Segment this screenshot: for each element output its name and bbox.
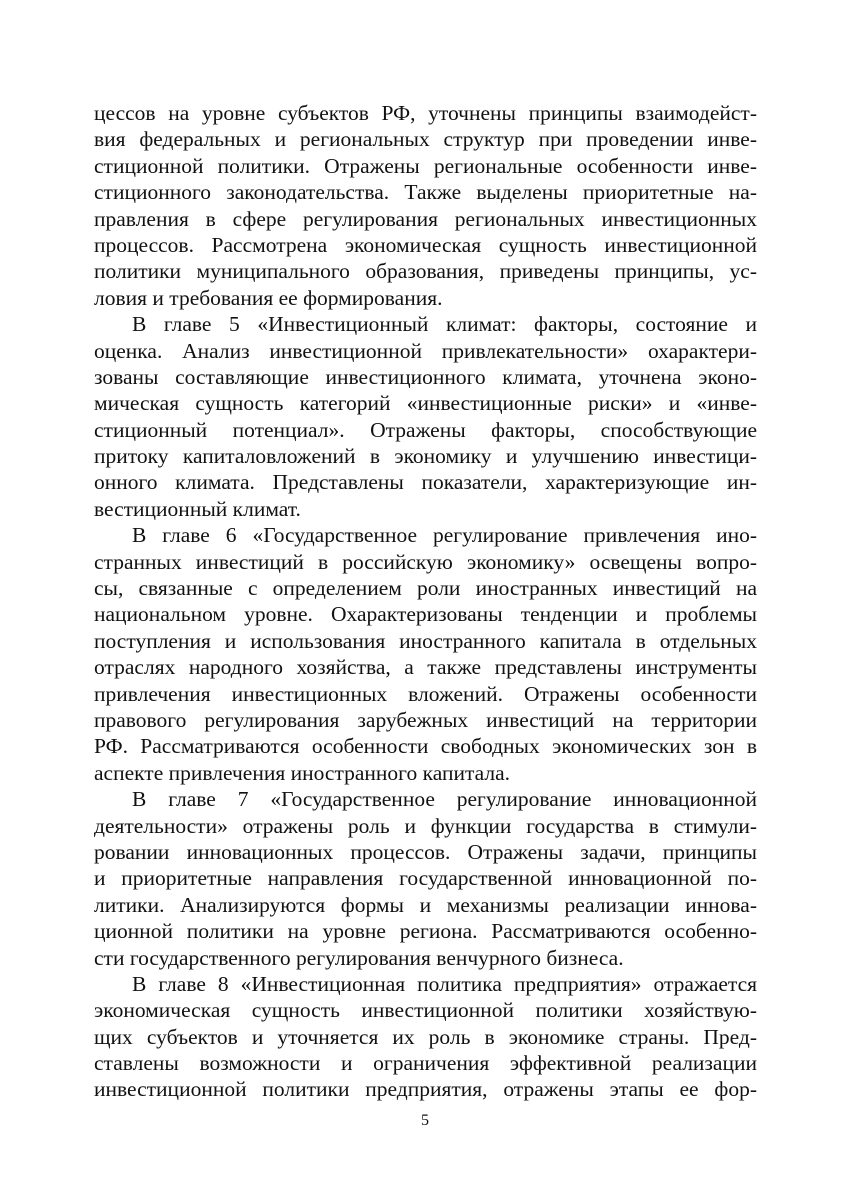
text-line: цессов на уровне субъектов РФ, уточнены принципы взаимодейст- xyxy=(94,101,757,125)
text-line: зованы составляющие инвестиционного климата, уточнена эконо- xyxy=(94,364,757,389)
text-line: поступления и использования иностранного капитала в отдельных xyxy=(94,628,757,653)
paragraph-first-line: В главе 8 «Инвестиционная политика предприятия» отражается xyxy=(132,971,757,996)
text-line: вестиционный климат. xyxy=(94,496,301,521)
page-number: 5 xyxy=(421,1112,429,1129)
text-line: привлечения инвестиционных вложений. Отражены особенности xyxy=(94,681,757,706)
text-line: инвестиционной политики предприятия, отражены этапы ее фор- xyxy=(94,1077,757,1102)
text-line: стиционного законодательства. Также выделены приоритетные на- xyxy=(94,180,757,205)
text-line: странных инвестиций в российскую экономику» освещены вопро- xyxy=(94,549,757,574)
text-line: ровании инновационных процессов. Отражены задачи, принципы xyxy=(94,839,757,864)
text-line: деятельности» отражены роль и функции государства в стимули- xyxy=(94,813,757,838)
text-line: политики муниципального образования, приведены принципы, ус- xyxy=(94,259,757,284)
text-line: вия федеральных и региональных структур при проведении инве- xyxy=(94,127,757,152)
body-text xyxy=(94,100,757,1103)
text-line: отраслях народного хозяйства, а также представлены инструменты xyxy=(94,655,757,680)
text-line: мическая сущность категорий «инвестиционные риски» и «инве- xyxy=(94,391,757,416)
text-line: сы, связанные с определением роли иностранных инвестиций на xyxy=(94,576,757,601)
text-line: стиционный потенциал». Отражены факторы, способствующие xyxy=(94,417,757,442)
text-line: оценка. Анализ инвестиционной привлекательности» охарактери- xyxy=(94,338,757,363)
text-line: онного климата. Представлены показатели, характеризующие ин- xyxy=(94,470,757,495)
text-line: стиционной политики. Отражены региональные особенности инве- xyxy=(94,153,757,178)
text-line: правового регулирования зарубежных инвестиций на территории xyxy=(94,707,757,732)
text-line: правления в сфере регулирования региональных инвестиционных xyxy=(94,206,757,231)
text-line: ловия и требования ее формирования. xyxy=(94,285,443,310)
text-line: и приоритетные направления государственной инновационной по- xyxy=(94,866,757,891)
text-line: экономическая сущность инвестиционной политики хозяйствую- xyxy=(94,998,757,1023)
paragraph-first-line: В главе 5 «Инвестиционный климат: факторы, состояние и xyxy=(132,312,757,337)
text-line: щих субъектов и уточняется их роль в экономике страны. Пред- xyxy=(94,1024,757,1049)
text-line: ционной политики на уровне региона. Рассматриваются особенно- xyxy=(94,919,757,944)
text-line: притоку капиталовложений в экономику и улучшению инвестици- xyxy=(94,444,757,469)
text-line: литики. Анализируются формы и механизмы реализации иннова- xyxy=(94,892,757,917)
paragraph-first-line: В главе 6 «Государственное регулирование привлечения ино- xyxy=(132,523,757,548)
text-line: сти государственного регулирования венчурного бизнеса. xyxy=(94,945,624,970)
text-line: аспекте привлечения иностранного капитала. xyxy=(94,760,510,785)
paragraph-first-line: В главе 7 «Государственное регулирование инновационной xyxy=(132,787,757,812)
text-line: ставлены возможности и ограничения эффективной реализации xyxy=(94,1051,757,1076)
text-line: РФ. Рассматриваются особенности свободных экономических зон в xyxy=(94,734,757,759)
text-line: национальном уровне. Охарактеризованы тенденции и проблемы xyxy=(94,602,757,627)
text-line: процессов. Рассмотрена экономическая сущность инвестиционной xyxy=(94,232,757,257)
